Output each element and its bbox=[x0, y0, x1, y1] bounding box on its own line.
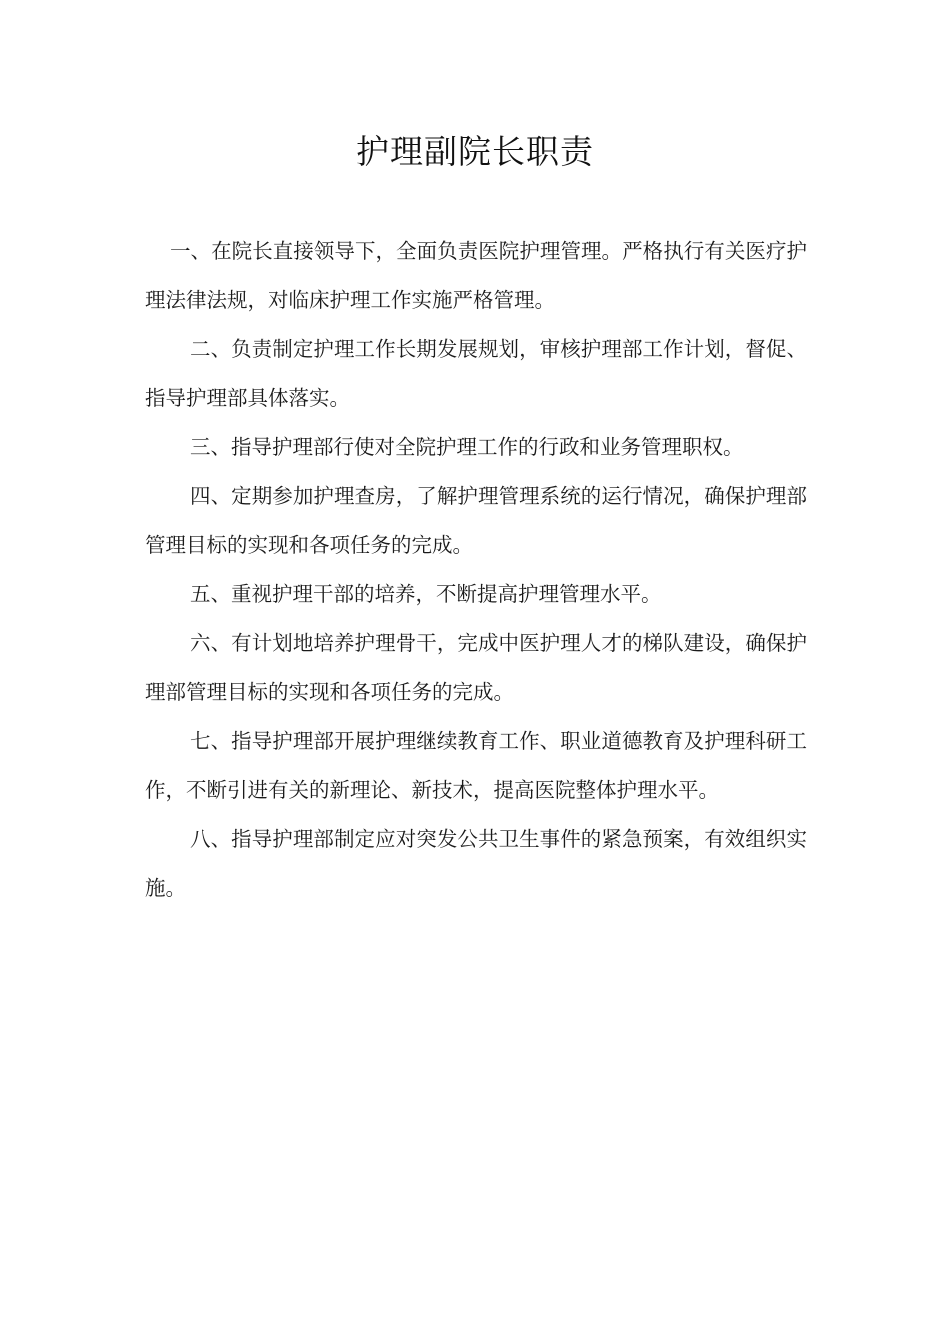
document-title: 护理副院长职责 bbox=[356, 132, 594, 171]
paragraph-1: 一、在院长直接领导下，全面负责医院护理管理。严格执行有关医疗护理法律法规，对临床护理工作实施严格管理。 bbox=[145, 239, 807, 312]
paragraph-2: 二、负责制定护理工作长期发展规划，审核护理部工作计划，督促、指导护理部具体落实。 bbox=[145, 337, 807, 410]
paragraph-4: 四、定期参加护理查房，了解护理管理系统的运行情况，确保护理部管理目标的实现和各项任务的完成。 bbox=[145, 484, 807, 557]
paragraph-8: 八、指导护理部制定应对突发公共卫生事件的紧急预案，有效组织实施。 bbox=[145, 827, 807, 900]
paragraph-5: 五、重视护理干部的培养，不断提高护理管理水平。 bbox=[190, 582, 662, 606]
document-body bbox=[145, 227, 807, 913]
paragraph-3: 三、指导护理部行使对全院护理工作的行政和业务管理职权。 bbox=[190, 435, 744, 459]
paragraph-6: 六、有计划地培养护理骨干，完成中医护理人才的梯队建设，确保护理部管理目标的实现和各项任务的完成。 bbox=[145, 631, 807, 704]
paragraph-7: 七、指导护理部开展护理继续教育工作、职业道德教育及护理科研工作，不断引进有关的新理论、新技术，提高医院整体护理水平。 bbox=[145, 729, 807, 802]
